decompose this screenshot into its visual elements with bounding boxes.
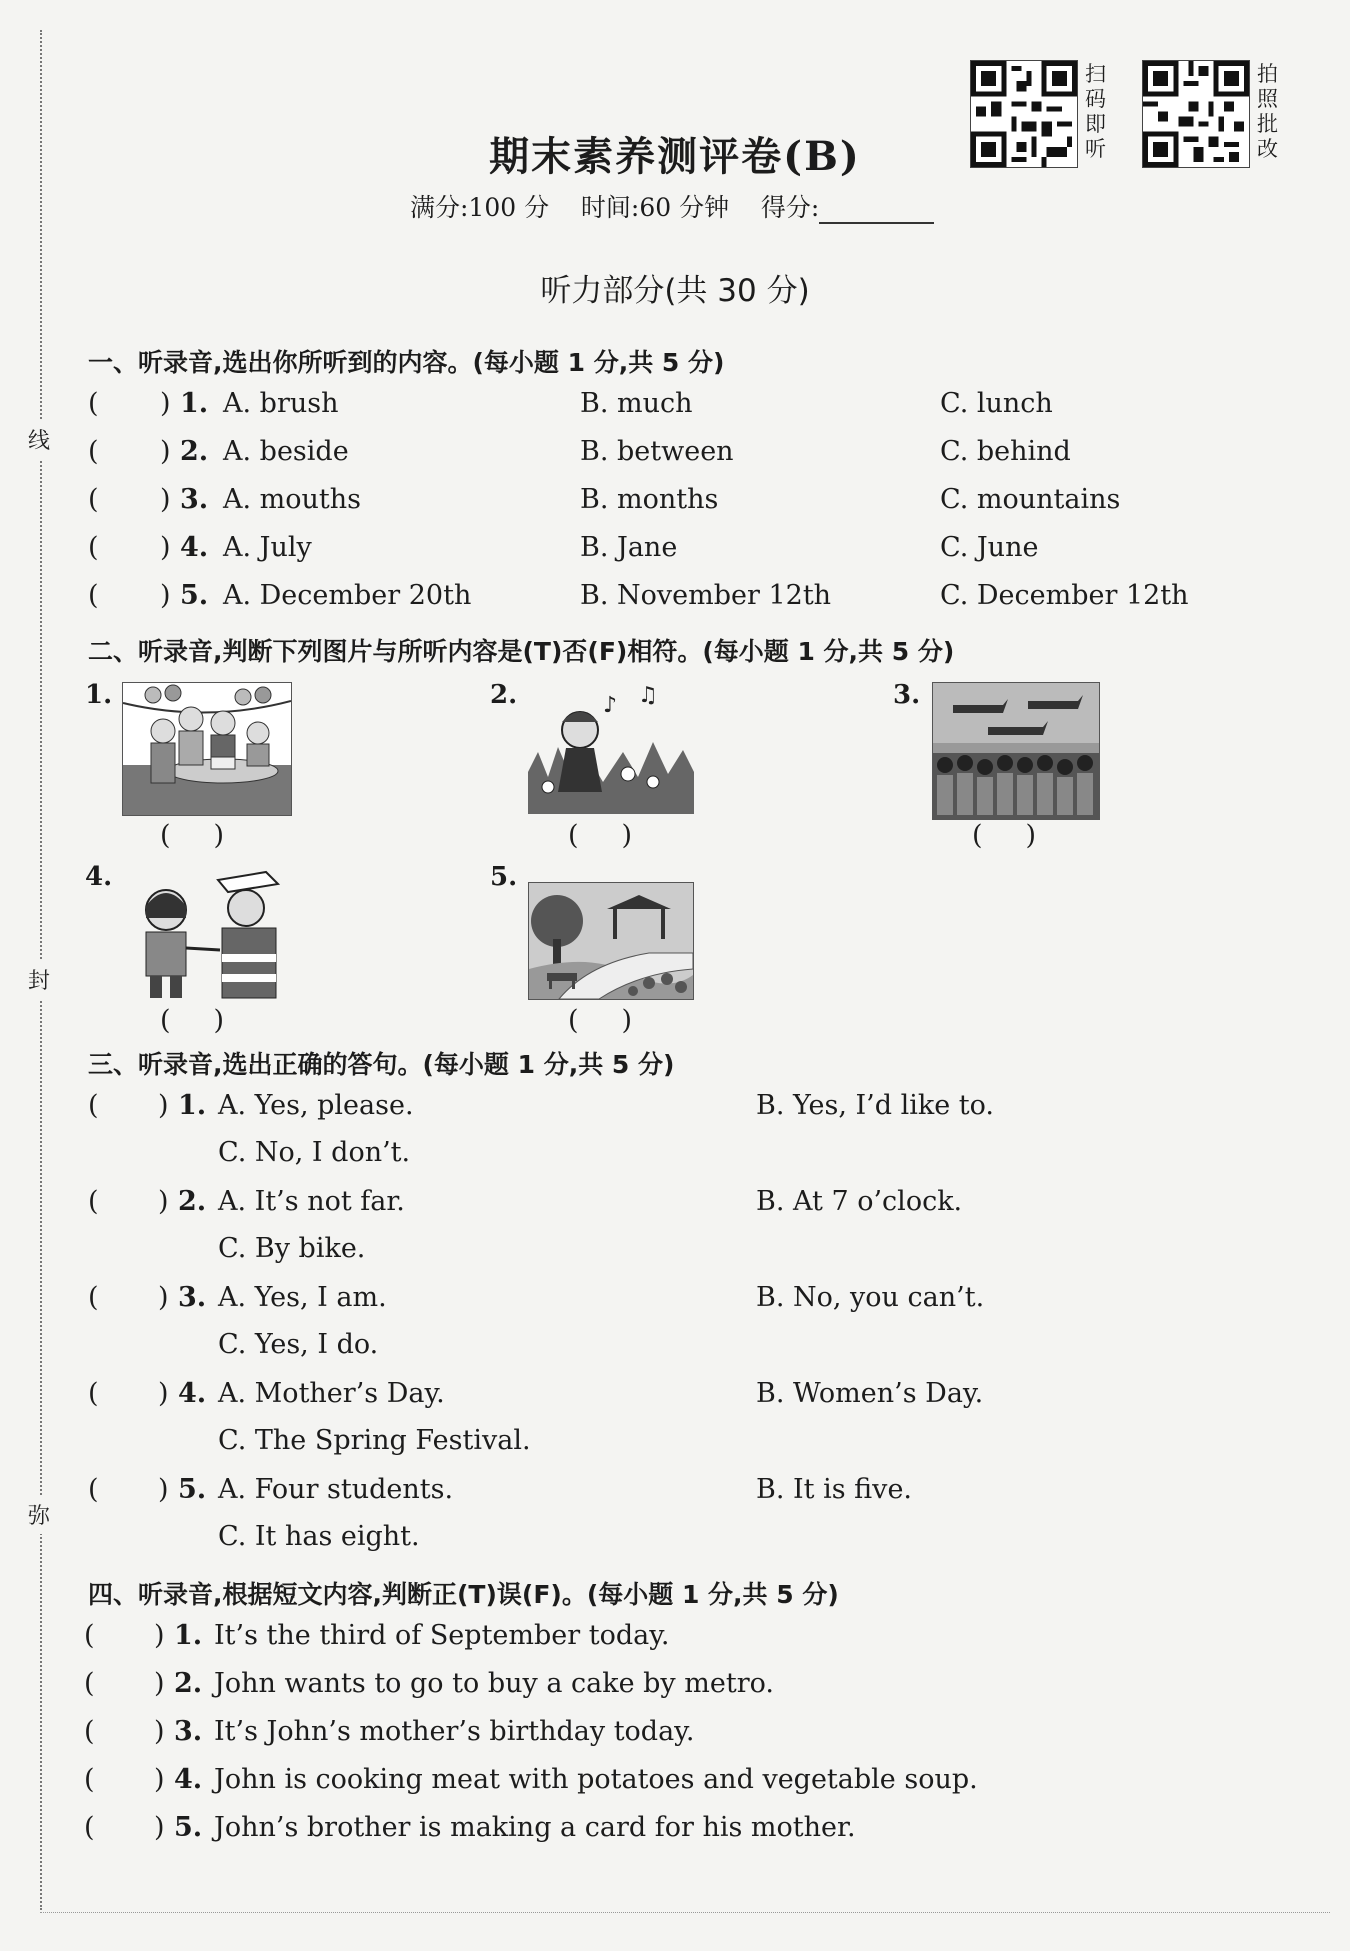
question-number: 2.: [178, 1186, 207, 1217]
option-a: A. Yes, please.: [218, 1090, 414, 1121]
question-number: 4.: [178, 1378, 207, 1409]
answer-paren-close[interactable]: ): [154, 1716, 165, 1747]
question-number: 1.: [178, 1090, 207, 1121]
question-number: 4.: [174, 1764, 203, 1795]
picture-number: 5.: [490, 862, 518, 892]
option-c: C. No, I don’t.: [218, 1137, 411, 1168]
answer-paren-close[interactable]: ): [158, 1186, 169, 1217]
question-number: 5.: [174, 1812, 203, 1843]
option-a: A. beside: [223, 436, 349, 467]
answer-paren-close[interactable]: ): [160, 580, 171, 611]
answer-paren-close[interactable]: ): [160, 436, 171, 467]
statement-text: John is cooking meat with potatoes and vegetable soup.: [214, 1764, 978, 1795]
section-subtitle: 听力部分(共 30 分): [540, 273, 810, 309]
picture-number: 3.: [893, 680, 921, 710]
answer-paren-open[interactable]: (: [88, 436, 99, 467]
full-score: 满分:100 分: [410, 193, 550, 222]
option-a: A. July: [223, 532, 312, 563]
question-number: 4.: [180, 532, 209, 563]
option-c: C. mountains: [940, 484, 1121, 515]
picture-number: 1.: [85, 680, 113, 710]
option-b: B. No, you can’t.: [756, 1282, 985, 1313]
answer-paren-close[interactable]: ): [158, 1474, 169, 1505]
option-a: A. December 20th: [223, 580, 472, 611]
question-number: 1.: [180, 388, 209, 419]
statement-text: It’s John’s mother’s birthday today.: [214, 1716, 695, 1747]
score-blank[interactable]: [819, 200, 934, 224]
question-number: 5.: [178, 1474, 207, 1505]
margin-char-feng: 封: [28, 960, 50, 999]
answer-box-4[interactable]: ( ): [160, 1005, 225, 1036]
answer-box-1[interactable]: ( ): [160, 820, 225, 851]
statement-text: John’s brother is making a card for his mother.: [214, 1812, 856, 1843]
picture-number: 4.: [85, 862, 113, 892]
answer-paren-open[interactable]: (: [88, 1186, 99, 1217]
girl-and-policeman-picture-icon: [128, 862, 288, 1000]
answer-paren-close[interactable]: ): [158, 1378, 169, 1409]
margin-char-mi: 弥: [28, 1495, 50, 1534]
dragon-boat-race-picture-icon: [932, 682, 1100, 820]
answer-paren-close[interactable]: ): [154, 1620, 165, 1651]
statement-text: It’s the third of September today.: [214, 1620, 670, 1651]
answer-paren-open[interactable]: (: [84, 1812, 95, 1843]
option-b: B. November 12th: [580, 580, 832, 611]
exam-title: 期末素养测评卷(B): [489, 133, 861, 180]
answer-paren-close[interactable]: ): [154, 1668, 165, 1699]
qr-label-listen: 扫 码 即 听: [1085, 62, 1106, 161]
girl-singing-picture-icon: [528, 682, 694, 814]
question-number: 3.: [178, 1282, 207, 1313]
answer-paren-close[interactable]: ): [158, 1090, 169, 1121]
answer-paren-open[interactable]: (: [84, 1764, 95, 1795]
option-c: C. lunch: [940, 388, 1053, 419]
option-c: C. It has eight.: [218, 1521, 420, 1552]
birthday-party-picture-icon: [122, 682, 292, 816]
picture-number: 2.: [490, 680, 518, 710]
option-b: B. Jane: [580, 532, 678, 563]
option-c: C. The Spring Festival.: [218, 1425, 531, 1456]
option-b: B. much: [580, 388, 693, 419]
option-b: B. Yes, I’d like to.: [756, 1090, 995, 1121]
answer-paren-open[interactable]: (: [84, 1716, 95, 1747]
option-b: B. It is five.: [756, 1474, 913, 1505]
option-c: C. behind: [940, 436, 1071, 467]
answer-paren-close[interactable]: ): [154, 1812, 165, 1843]
option-c: C. By bike.: [218, 1233, 366, 1264]
option-a: A. brush: [223, 388, 339, 419]
svg-text:♫: ♫: [638, 683, 658, 708]
question-number: 3.: [180, 484, 209, 515]
part4-heading: 四、听录音,根据短文内容,判断正(T)误(F)。(每小题 1 分,共 5 分): [88, 1580, 839, 1609]
question-number: 1.: [174, 1620, 203, 1651]
option-a: A. Yes, I am.: [218, 1282, 387, 1313]
exam-meta: [410, 188, 934, 224]
qr-label-grade: 拍 照 批 改: [1257, 62, 1278, 161]
option-c: C. June: [940, 532, 1039, 563]
question-number: 2.: [174, 1668, 203, 1699]
option-a: A. Four students.: [218, 1474, 454, 1505]
option-c: C. December 12th: [940, 580, 1189, 611]
answer-paren-open[interactable]: (: [88, 532, 99, 563]
answer-paren-open[interactable]: (: [88, 580, 99, 611]
answer-paren-open[interactable]: (: [84, 1620, 95, 1651]
statement-text: John wants to go to buy a cake by metro.: [214, 1668, 774, 1699]
answer-paren-open[interactable]: (: [88, 388, 99, 419]
option-b: B. Women’s Day.: [756, 1378, 984, 1409]
answer-paren-open[interactable]: (: [88, 1378, 99, 1409]
time-limit: 时间:60 分钟: [580, 193, 730, 222]
question-number: 2.: [180, 436, 209, 467]
margin-char-xian: 线: [28, 420, 50, 459]
answer-box-5[interactable]: ( ): [568, 1005, 633, 1036]
answer-box-3[interactable]: ( ): [972, 820, 1037, 851]
bottom-divider: [40, 1912, 1330, 1913]
option-a: A. mouths: [223, 484, 362, 515]
part1-heading: 一、听录音,选出你所听到的内容。(每小题 1 分,共 5 分): [88, 348, 725, 377]
answer-paren-open[interactable]: (: [88, 484, 99, 515]
option-c: C. Yes, I do.: [218, 1329, 379, 1360]
option-b: B. At 7 o’clock.: [756, 1186, 963, 1217]
answer-paren-open[interactable]: (: [88, 1090, 99, 1121]
option-b: B. between: [580, 436, 734, 467]
answer-paren-close[interactable]: ): [160, 532, 171, 563]
score-label: 得分:: [760, 193, 820, 222]
answer-paren-open[interactable]: (: [88, 1474, 99, 1505]
question-number: 5.: [180, 580, 209, 611]
answer-box-2[interactable]: ( ): [568, 820, 633, 851]
option-b: B. months: [580, 484, 719, 515]
park-picture-icon: [528, 882, 694, 1000]
answer-paren-open[interactable]: (: [88, 1282, 99, 1313]
svg-text:♪: ♪: [603, 693, 618, 718]
answer-paren-close[interactable]: ): [158, 1282, 169, 1313]
option-a: A. Mother’s Day.: [218, 1378, 445, 1409]
answer-paren-close[interactable]: ): [154, 1764, 165, 1795]
part2-heading: 二、听录音,判断下列图片与所听内容是(T)否(F)相符。(每小题 1 分,共 5 分): [88, 637, 955, 666]
part3-heading: 三、听录音,选出正确的答句。(每小题 1 分,共 5 分): [88, 1050, 675, 1079]
answer-paren-close[interactable]: ): [160, 484, 171, 515]
answer-paren-close[interactable]: ): [160, 388, 171, 419]
question-number: 3.: [174, 1716, 203, 1747]
answer-paren-open[interactable]: (: [84, 1668, 95, 1699]
option-a: A. It’s not far.: [218, 1186, 405, 1217]
